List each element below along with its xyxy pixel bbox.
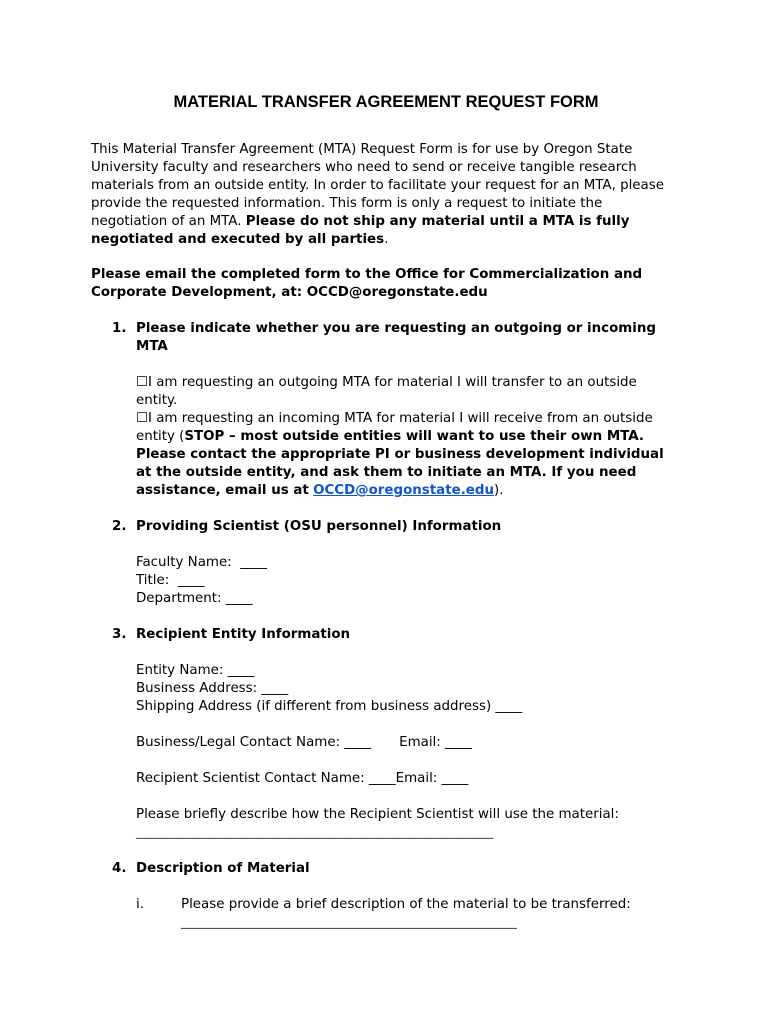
entity-name-field[interactable]: Entity Name: ____ — [136, 663, 255, 678]
section-number: 1. — [112, 321, 127, 336]
intro-paragraph — [91, 141, 681, 249]
scientist-contact-row — [136, 770, 681, 788]
section-heading: Please indicate whether you are requesting an outgoing or incoming MTA — [136, 321, 656, 354]
legal-email-field[interactable]: Email: ____ — [399, 735, 472, 750]
legal-contact-row — [136, 734, 681, 752]
section-heading: Providing Scientist (OSU personnel) Information — [136, 519, 502, 534]
use-prompt: Please briefly describe how the Recipient Scientist will use the material: — [136, 807, 619, 822]
intro-end: . — [384, 232, 389, 247]
section-number: 2. — [112, 519, 127, 534]
section-heading: Description of Material — [136, 861, 310, 876]
intro-text: This Material Transfer Agreement (MTA) Request Form is for use by Oregon State University faculty and researchers who need to send or receive tangible research materials from an outside entity. In order to facilitate your request for an MTA, please provide the requested information. This form is only a request to initiate the negotiation of an MTA. — [91, 142, 664, 229]
document-page — [91, 91, 681, 950]
checkbox-outgoing[interactable]: ☐ — [136, 375, 149, 390]
option-incoming — [136, 410, 681, 500]
section-4 — [91, 860, 681, 932]
item-i-answer-line[interactable]: ____________________________________________________________ — [181, 916, 517, 929]
title-field[interactable]: Title: ____ — [136, 573, 205, 588]
section-number: 3. — [112, 627, 127, 642]
option-incoming-close: ). — [494, 483, 504, 498]
faculty-name-field[interactable]: Faculty Name: ____ — [136, 555, 267, 570]
option-outgoing — [136, 374, 681, 410]
address-block — [136, 662, 681, 716]
use-answer-line[interactable]: ____________________________________________________________________ — [136, 826, 493, 839]
section-3 — [91, 626, 681, 842]
checkbox-incoming[interactable]: ☐ — [136, 411, 149, 426]
shipping-address-field[interactable]: Shipping Address (if different from business address) ____ — [136, 699, 523, 714]
intro-warning: Please do not ship any material until a MTA is fully negotiated and executed by all parties — [91, 214, 630, 247]
department-field[interactable]: Department: ____ — [136, 591, 253, 606]
legal-contact-field[interactable]: Business/Legal Contact Name: ____ — [136, 735, 372, 750]
occd-email-link[interactable]: OCCD@oregonstate.edu — [313, 483, 494, 498]
option-incoming-label: I am requesting an incoming MTA for material I will receive from an outside entity ( — [136, 411, 653, 444]
section-1 — [91, 320, 681, 500]
scientist-contact-field[interactable]: Recipient Scientist Contact Name: ____Email: ____ — [136, 771, 469, 786]
section-number: 4. — [112, 861, 127, 876]
stop-note: STOP – most outside entities will want to use their own MTA. Please contact the appropriate PI or business development individual at the outside entity, and ask them to initiate an MTA. If you need assistance, email us at — [136, 429, 664, 498]
form-title: MATERIAL TRANSFER AGREEMENT REQUEST FORM — [173, 93, 599, 111]
item-number: i. — [136, 897, 144, 912]
section-heading: Recipient Entity Information — [136, 627, 351, 642]
email-instruction: Please email the completed form to the Office for Commercialization and Corporate Development, at: OCCD@oregonstate.edu — [91, 267, 643, 300]
section-2 — [91, 518, 681, 608]
option-outgoing-label: I am requesting an outgoing MTA for material I will transfer to an outside entity. — [136, 375, 637, 408]
item-i — [136, 896, 681, 932]
item-i-prompt: Please provide a brief description of the material to be transferred: — [181, 897, 631, 912]
business-address-field[interactable]: Business Address: ____ — [136, 681, 289, 696]
